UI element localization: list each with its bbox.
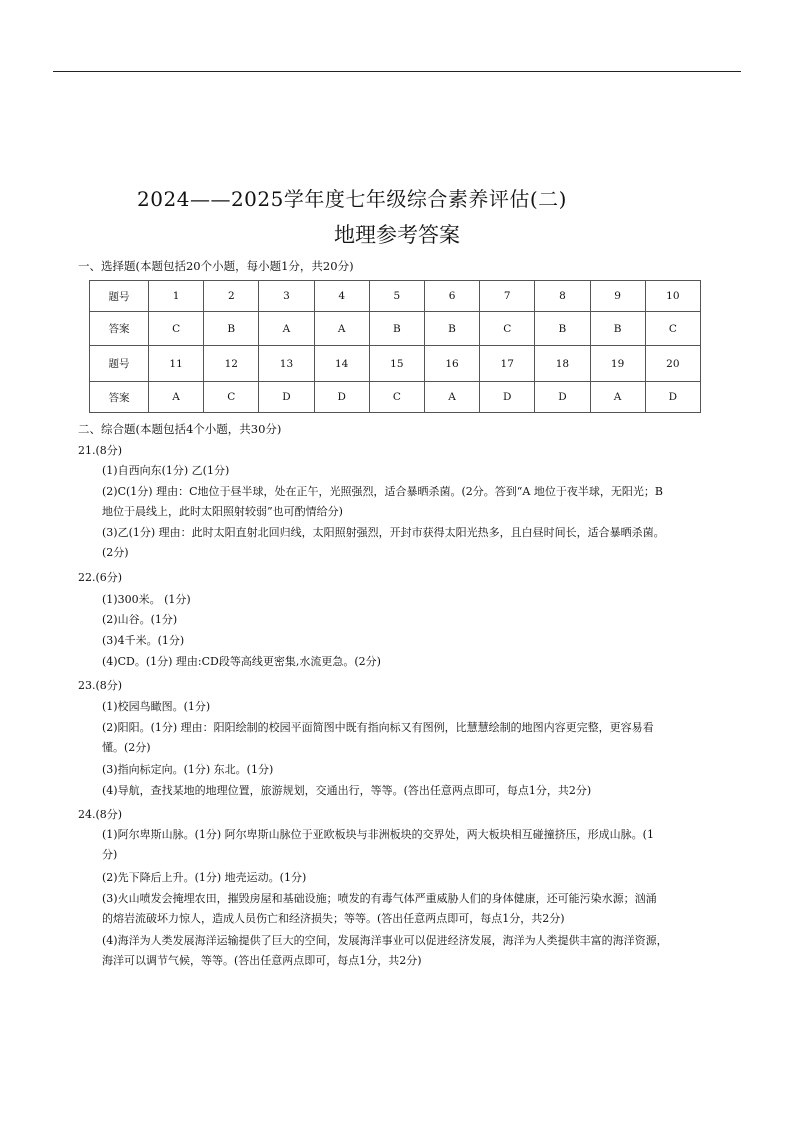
exam-title: 2024——2025学年度七年级综合素养评估(二) [137, 187, 567, 211]
q24-line: (2)先下降后上升。(1分) 地壳运动。(1分) [102, 871, 307, 884]
table-cell: D [535, 382, 590, 413]
q21-line: 地位于晨线上，此时太阳照射较弱”也可酌情给分) [102, 505, 343, 518]
table-cell: D [480, 382, 535, 413]
header-rule [53, 71, 741, 72]
table-cell: A [259, 312, 314, 346]
q21-line: (2)C(1分) 理由：C地位于昼半球，处在正午，光照强烈，适合暴晒杀菌。(2分。答到“A 地位于夜半球，无阳光；B [102, 485, 663, 498]
table-row [90, 346, 701, 382]
table-cell: C [480, 312, 535, 346]
table-cell: 10 [645, 281, 700, 312]
q21-line: (3)乙(1分) 理由：此时太阳直射北回归线，太阳照射强烈，开封市获得太阳光热多，且白昼时间长，适合暴晒杀菌。 [102, 526, 665, 539]
q23-line: 懂。(2分) [102, 741, 151, 754]
row-label: 题号 [90, 346, 149, 382]
row-label: 答案 [90, 382, 149, 413]
answer-table [89, 280, 701, 413]
q24-line: (3)火山喷发会掩埋农田，摧毁房屋和基础设施；喷发的有毒气体严重威胁人们的身体健康，还可能污染水源；汹涌 [102, 892, 657, 905]
table-row [90, 312, 701, 346]
q23-line: (2)阳阳。(1分) 理由：阳阳绘制的校园平面简图中既有指向标又有图例，比慧慧绘制的地图内容更完整，更容易看 [102, 721, 654, 734]
table-cell: 16 [424, 346, 479, 382]
table-cell: 20 [645, 346, 700, 382]
table-cell: 5 [369, 281, 424, 312]
table-cell: 15 [369, 346, 424, 382]
table-cell: 14 [314, 346, 369, 382]
question-24-label: 24.(8分) [78, 808, 123, 821]
table-cell: B [535, 312, 590, 346]
q22-line: (1)300米。 (1分) [102, 593, 191, 606]
table-cell: 7 [480, 281, 535, 312]
table-cell: D [645, 382, 700, 413]
question-22-label: 22.(6分) [78, 571, 123, 584]
table-cell: 11 [149, 346, 204, 382]
section1-heading: 一、选择题(本题包括20个小题，每小题1分，共20分) [78, 259, 354, 273]
table-cell: A [590, 382, 645, 413]
table-cell: 8 [535, 281, 590, 312]
table-cell: C [369, 382, 424, 413]
table-cell: C [204, 382, 259, 413]
table-cell: 17 [480, 346, 535, 382]
table-row [90, 281, 701, 312]
table-cell: A [424, 382, 479, 413]
q22-line: (3)4千米。(1分) [102, 634, 185, 647]
row-label: 答案 [90, 312, 149, 346]
q24-line: 分) [102, 848, 118, 861]
q22-line: (2)山谷。(1分) [102, 613, 178, 626]
table-cell: D [314, 382, 369, 413]
table-cell: 4 [314, 281, 369, 312]
q21-line: (2分) [102, 546, 129, 559]
question-23-label: 23.(8分) [78, 679, 123, 692]
q24-line: 的熔岩流破坏力惊人，造成人员伤亡和经济损失；等等。(答出任意两点即可，每点1分，共2分) [102, 912, 565, 925]
table-cell: C [149, 312, 204, 346]
table-cell: A [149, 382, 204, 413]
table-cell: 18 [535, 346, 590, 382]
table-cell: 12 [204, 346, 259, 382]
q22-line: (4)CD。(1分) 理由:CD段等高线更密集,水流更急。(2分) [102, 655, 381, 668]
question-21-label: 21.(8分) [78, 444, 123, 457]
q23-line: (1)校园鸟瞰图。(1分) [102, 700, 211, 713]
table-cell: B [590, 312, 645, 346]
table-cell: B [204, 312, 259, 346]
subject-title: 地理参考答案 [334, 223, 460, 247]
table-cell: 1 [149, 281, 204, 312]
table-cell: 9 [590, 281, 645, 312]
table-cell: B [369, 312, 424, 346]
table-cell: 13 [259, 346, 314, 382]
table-cell: 6 [424, 281, 479, 312]
q23-line: (4)导航，查找某地的地理位置，旅游规划，交通出行，等等。(答出任意两点即可，每点1分，共2分) [102, 784, 592, 797]
table-cell: 19 [590, 346, 645, 382]
q24-line: (1)阿尔卑斯山脉。(1分) 阿尔卑斯山脉位于亚欧板块与非洲板块的交界处，两大板块相互碰撞挤压，形成山脉。(1 [102, 828, 654, 841]
q21-line: (1)自西向东(1分) 乙(1分) [102, 464, 230, 477]
table-cell: C [645, 312, 700, 346]
q24-line: (4)海洋为人类发展海洋运输提供了巨大的空间，发展海洋事业可以促进经济发展，海洋为人类提供丰富的海洋资源， [102, 934, 668, 947]
table-cell: A [314, 312, 369, 346]
q24-line: 海洋可以调节气候，等等。(答出任意两点即可，每点1分，共2分) [102, 954, 422, 967]
section2-heading: 二、综合题(本题包括4个小题，共30分) [78, 422, 282, 436]
table-cell: 3 [259, 281, 314, 312]
table-cell: B [424, 312, 479, 346]
table-row [90, 382, 701, 413]
row-label: 题号 [90, 281, 149, 312]
table-cell: 2 [204, 281, 259, 312]
table-cell: D [259, 382, 314, 413]
q23-line: (3)指向标定向。(1分) 东北。(1分) [102, 763, 274, 776]
